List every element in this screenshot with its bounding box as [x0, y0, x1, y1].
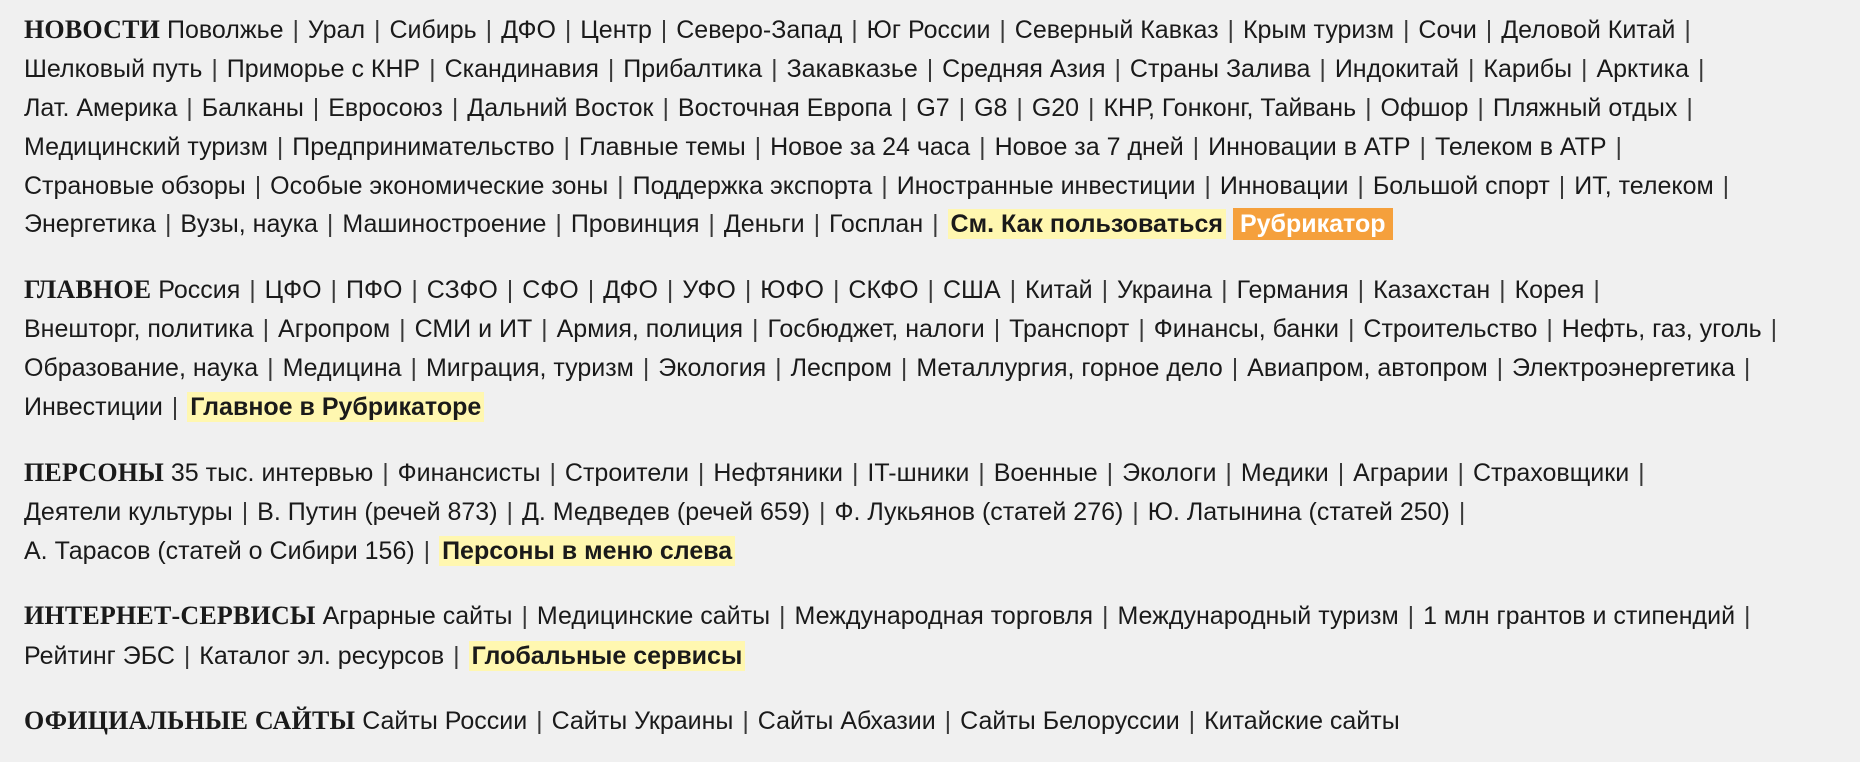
directory-link[interactable]: Германия: [1236, 276, 1349, 305]
directory-link[interactable]: Украина: [1117, 276, 1213, 305]
directory-link[interactable]: Приморье с КНР: [226, 55, 421, 84]
directory-link[interactable]: Металлургия, горное дело: [916, 354, 1223, 383]
directory-link[interactable]: Предпринимательство: [292, 132, 555, 161]
directory-link[interactable]: Ю. Латынина (статей 250): [1147, 497, 1450, 526]
directory-link[interactable]: Крым туризм: [1242, 16, 1395, 44]
directory-link[interactable]: ПФО: [345, 276, 403, 305]
directory-link[interactable]: См. Как пользоваться: [948, 209, 1227, 239]
directory-link[interactable]: Сайты Украины: [551, 707, 734, 736]
directory-link[interactable]: Восточная Европа: [677, 94, 892, 123]
directory-link[interactable]: Страны Залива: [1129, 55, 1311, 84]
link-separator: |: [772, 602, 793, 631]
directory-link[interactable]: Глобальные сервисы: [469, 641, 746, 671]
link-separator: |: [992, 16, 1013, 44]
directory-link[interactable]: Средняя Азия: [942, 55, 1106, 84]
directory-link[interactable]: Нефтяники: [713, 458, 844, 487]
link-separator: |: [514, 602, 535, 631]
directory-link[interactable]: Армия, полиция: [556, 315, 744, 344]
link-separator: |: [1330, 458, 1352, 487]
link-separator: |: [1631, 458, 1645, 487]
directory-link[interactable]: Корея: [1514, 276, 1585, 305]
directory-link[interactable]: Главное в Рубрикаторе: [187, 392, 484, 422]
link-separator: |: [893, 94, 915, 123]
directory-link[interactable]: Внешторг, политика: [24, 315, 254, 344]
section-block: [24, 453, 1836, 571]
link-separator: |: [285, 16, 306, 44]
link-separator: |: [1461, 55, 1482, 84]
link-separator: |: [392, 315, 413, 344]
link-separator: |: [499, 276, 521, 305]
link-separator: |: [1185, 132, 1207, 161]
link-separator: |: [1341, 315, 1362, 344]
directory-link[interactable]: Деловой Китай: [1501, 16, 1676, 44]
link-separator: |: [1489, 354, 1511, 383]
directory-link[interactable]: Закавказье: [786, 55, 918, 84]
directory-link[interactable]: Главные темы: [578, 132, 746, 161]
directory-link[interactable]: ИТ, телеком: [1574, 171, 1714, 200]
directory-link[interactable]: Поддержка экспорта: [632, 171, 873, 200]
link-separator: |: [1551, 171, 1573, 200]
directory-link[interactable]: Дальний Восток: [467, 94, 654, 123]
link-separator: |: [1197, 171, 1218, 200]
section-line: [24, 453, 1836, 571]
link-separator: |: [260, 354, 281, 383]
link-separator: |: [580, 276, 602, 305]
section-line: [24, 10, 1836, 244]
directory-link[interactable]: Сибирь: [389, 16, 477, 44]
link-separator: |: [1478, 16, 1500, 44]
directory-link[interactable]: СЗФО: [426, 276, 498, 305]
directory-link[interactable]: А. Тарасов (статей о Сибири 156): [24, 536, 415, 565]
directory-link[interactable]: Агропром: [278, 315, 391, 344]
link-separator: |: [1574, 55, 1595, 84]
directory-link[interactable]: Страновые обзоры: [24, 171, 246, 200]
link-separator: |: [806, 210, 828, 239]
directory-link[interactable]: G7: [916, 94, 950, 123]
link-separator: |: [951, 94, 973, 123]
link-separator: |: [1224, 354, 1246, 383]
directory-link[interactable]: Казахстан: [1373, 276, 1491, 305]
directory-link[interactable]: Нефть, газ, уголь: [1561, 315, 1762, 344]
directory-link[interactable]: Госплан: [829, 210, 924, 239]
link-separator: |: [701, 210, 722, 239]
directory-link[interactable]: Медицинские сайты: [536, 602, 771, 631]
link-separator: |: [255, 315, 277, 344]
directory-link[interactable]: Вузы, наука: [180, 210, 318, 239]
link-separator: |: [1312, 55, 1333, 84]
section-title: ПЕРСОНЫ: [24, 457, 164, 487]
link-separator: |: [826, 276, 847, 305]
directory-link[interactable]: ЮФО: [760, 276, 824, 305]
directory-link[interactable]: Экология: [658, 354, 767, 383]
directory-link[interactable]: Индокитай: [1334, 55, 1460, 84]
link-separator: |: [1009, 94, 1030, 123]
directory-link[interactable]: Особые экономические зоны: [270, 171, 609, 200]
link-separator: |: [556, 132, 577, 161]
directory-link[interactable]: Скандинавия: [444, 55, 599, 84]
link-separator: |: [1608, 132, 1623, 161]
link-separator: |: [635, 354, 657, 383]
link-separator: |: [1131, 315, 1152, 344]
directory-link[interactable]: Аграрии: [1353, 458, 1449, 487]
link-separator: |: [937, 707, 959, 736]
directory-link[interactable]: ДФО: [501, 16, 556, 44]
link-separator: |: [986, 315, 1008, 344]
directory-link[interactable]: Сочи: [1418, 16, 1477, 44]
link-separator: |: [1181, 707, 1203, 736]
link-separator: |: [971, 458, 992, 487]
link-separator: |: [1691, 55, 1705, 84]
link-separator: |: [655, 94, 676, 123]
directory-link[interactable]: Экологи: [1122, 458, 1217, 487]
link-separator: |: [690, 458, 712, 487]
directory-link[interactable]: Миграция, туризм: [425, 354, 634, 383]
link-separator: |: [179, 94, 200, 123]
directory-link[interactable]: Каталог эл. ресурсов: [199, 641, 445, 670]
directory-link[interactable]: Медицина: [282, 354, 402, 383]
directory-link[interactable]: Прибалтика: [623, 55, 763, 84]
link-separator: |: [478, 16, 500, 44]
link-separator: |: [764, 55, 785, 84]
link-separator: |: [404, 276, 425, 305]
directory-link[interactable]: Строительство: [1363, 315, 1538, 344]
link-separator: |: [234, 497, 256, 526]
link-separator: |: [747, 132, 769, 161]
link-separator: |: [269, 132, 291, 161]
link-separator: |: [1412, 132, 1433, 161]
directory-link[interactable]: G8: [974, 94, 1008, 123]
link-separator: |: [1470, 94, 1491, 123]
link-separator: |: [1218, 458, 1239, 487]
section-line: [24, 270, 1836, 427]
link-separator: |: [925, 210, 946, 239]
link-separator: |: [375, 458, 396, 487]
directory-link[interactable]: Урал: [307, 16, 366, 44]
directory-link[interactable]: Финансы, банки: [1153, 315, 1339, 344]
section-line: [24, 596, 1836, 675]
directory-link[interactable]: Д. Медведев (речей 659): [521, 497, 811, 526]
section-title: ИНТЕРНЕТ-СЕРВИСЫ: [24, 601, 316, 631]
link-separator: |: [158, 210, 179, 239]
directory-link[interactable]: Китай: [1025, 276, 1093, 305]
link-separator: |: [403, 354, 424, 383]
section-block: [24, 701, 1836, 741]
directory-link[interactable]: В. Путин (речей 873): [257, 497, 498, 526]
directory-link[interactable]: Телеком в АТР: [1435, 132, 1607, 161]
link-separator: |: [548, 210, 569, 239]
link-separator: |: [893, 354, 915, 383]
link-separator: |: [323, 276, 344, 305]
directory-link[interactable]: Деятели культуры: [24, 497, 233, 526]
link-separator: |: [1400, 602, 1422, 631]
directory-link[interactable]: Россия: [158, 276, 241, 305]
directory-link[interactable]: Большой спорт: [1372, 171, 1550, 200]
link-separator: |: [1737, 602, 1751, 631]
directory-link[interactable]: Госбюджет, налоги: [767, 315, 985, 344]
link-separator: |: [1350, 276, 1372, 305]
link-separator: |: [1677, 16, 1691, 44]
directory-link[interactable]: СКФО: [848, 276, 919, 305]
link-separator: |: [444, 94, 466, 123]
link-separator: |: [844, 16, 865, 44]
link-separator: |: [1350, 171, 1371, 200]
directory-link[interactable]: Новое за 7 дней: [994, 132, 1184, 161]
directory-link[interactable]: Инновации в АТР: [1208, 132, 1411, 161]
link-separator: |: [1125, 497, 1146, 526]
link-separator: |: [653, 16, 675, 44]
section-title: ОФИЦИАЛЬНЫЕ САЙТЫ: [24, 706, 356, 736]
directory-link[interactable]: Ф. Лукьянов (статей 276): [834, 497, 1124, 526]
link-separator: |: [1220, 16, 1241, 44]
directory-link[interactable]: ЦФО: [264, 276, 322, 305]
link-separator: |: [659, 276, 681, 305]
directory-link[interactable]: Пляжный отдых: [1492, 94, 1678, 123]
directory-link[interactable]: Офшор: [1380, 94, 1469, 123]
directory-link[interactable]: Образование, наука: [24, 354, 259, 383]
link-separator: |: [1107, 55, 1128, 84]
link-separator: |: [557, 16, 579, 44]
directory-link[interactable]: Рейтинг ЭБС: [24, 641, 175, 670]
directory-link[interactable]: Аграрные сайты: [322, 602, 513, 631]
link-separator: |: [416, 536, 438, 565]
directory-link[interactable]: Электроэнергетика: [1512, 354, 1735, 383]
link-separator: |: [164, 392, 186, 421]
directory-link[interactable]: Деньги: [723, 210, 805, 239]
directory-link[interactable]: Персоны в меню слева: [439, 536, 735, 566]
directory-link[interactable]: Международный туризм: [1117, 602, 1399, 631]
link-separator: |: [1081, 94, 1102, 123]
link-separator: |: [1095, 602, 1116, 631]
link-separator: |: [1099, 458, 1121, 487]
section-title: НОВОСТИ: [24, 15, 161, 44]
directory-link[interactable]: Транспорт: [1009, 315, 1130, 344]
directory-link[interactable]: Сайты Абхазии: [757, 707, 936, 736]
directory-link[interactable]: Машиностроение: [342, 210, 547, 239]
directory-link[interactable]: Карибы: [1483, 55, 1573, 84]
directory-link[interactable]: Балканы: [201, 94, 304, 123]
directory-link[interactable]: Рубрикатор: [1233, 208, 1393, 240]
directory-link[interactable]: Инновации: [1219, 171, 1349, 200]
directory-link[interactable]: ДФО: [603, 276, 658, 305]
directory-link[interactable]: Евросоюз: [328, 94, 443, 123]
directory-link[interactable]: Строители: [564, 458, 689, 487]
link-separator: |: [1763, 315, 1778, 344]
section-title: ГЛАВНОЕ: [24, 275, 152, 305]
directory-link[interactable]: IT-шники: [867, 458, 970, 487]
directory-link[interactable]: Провинция: [570, 210, 700, 239]
directory-link[interactable]: Авиапром, автопром: [1247, 354, 1488, 383]
link-separator: |: [610, 171, 631, 200]
directory-link[interactable]: Леспром: [790, 354, 892, 383]
link-separator: |: [1492, 276, 1513, 305]
directory-link[interactable]: 1 млн грантов и стипендий: [1423, 602, 1736, 631]
link-separator: |: [919, 55, 941, 84]
directory-link[interactable]: Сайты России: [362, 707, 528, 736]
link-separator: |: [319, 210, 341, 239]
directory-link[interactable]: Финансисты: [397, 458, 541, 487]
directory-link[interactable]: Инвестиции: [24, 392, 163, 421]
directory-link[interactable]: Медицинский туризм: [24, 132, 268, 161]
directory-link[interactable]: УФО: [682, 276, 736, 305]
link-separator: |: [1736, 354, 1751, 383]
directory-link[interactable]: Северный Кавказ: [1014, 16, 1219, 44]
link-separator: |: [745, 315, 766, 344]
directory-link[interactable]: Энергетика: [24, 210, 157, 239]
directory-link[interactable]: США: [943, 276, 1001, 305]
link-separator: |: [247, 171, 269, 200]
link-separator: |: [542, 458, 563, 487]
link-separator: |: [920, 276, 941, 305]
directory-link[interactable]: Арктика: [1596, 55, 1690, 84]
link-separator: |: [1715, 171, 1730, 200]
directory-link[interactable]: Центр: [580, 16, 652, 44]
link-separator: |: [972, 132, 993, 161]
section-block: [24, 596, 1836, 675]
link-separator: |: [600, 55, 622, 84]
link-separator: |: [1094, 276, 1116, 305]
directory-link[interactable]: Китайские сайты: [1204, 707, 1400, 736]
section-block: [24, 270, 1836, 427]
link-separator: |: [305, 94, 327, 123]
directory-link[interactable]: Страховщики: [1473, 458, 1630, 487]
directory-link[interactable]: СФО: [522, 276, 579, 305]
link-separator: |: [1586, 276, 1600, 305]
directory-link[interactable]: Военные: [993, 458, 1098, 487]
directory-link[interactable]: Лат. Америка: [24, 94, 178, 123]
link-separator: |: [499, 497, 520, 526]
section-line: [24, 701, 1836, 741]
link-separator: |: [422, 55, 443, 84]
link-separator: |: [446, 641, 467, 670]
link-separator: |: [768, 354, 789, 383]
directory-link[interactable]: 35 тыс. интервью: [170, 458, 374, 487]
link-separator: |: [812, 497, 833, 526]
directory-link[interactable]: Северо-Запад: [676, 16, 843, 44]
link-separator: |: [529, 707, 550, 736]
directory-link[interactable]: СМИ и ИТ: [414, 315, 533, 344]
directory-link[interactable]: Сайты Белоруссии: [960, 707, 1180, 736]
directory-link[interactable]: Шелковый путь: [24, 55, 203, 84]
link-separator: |: [737, 276, 759, 305]
link-separator: |: [735, 707, 756, 736]
link-separator: |: [1002, 276, 1024, 305]
section-block: [24, 10, 1836, 244]
link-separator: |: [1679, 94, 1693, 123]
directory-link[interactable]: Поволжье: [167, 16, 284, 44]
link-separator: |: [1451, 497, 1466, 526]
link-separator: |: [1539, 315, 1560, 344]
link-separator: |: [1358, 94, 1379, 123]
link-separator: |: [1396, 16, 1417, 44]
link-separator: |: [176, 641, 198, 670]
directory-link[interactable]: КНР, Гонконг, Тайвань: [1103, 94, 1357, 123]
link-separator: |: [204, 55, 225, 84]
link-separator: |: [874, 171, 895, 200]
link-separator: |: [534, 315, 555, 344]
link-separator: |: [242, 276, 263, 305]
directory-link[interactable]: Иностранные инвестиции: [896, 171, 1196, 200]
directory-link[interactable]: Международная торговля: [794, 602, 1094, 631]
link-separator: |: [845, 458, 866, 487]
directory-link[interactable]: G20: [1031, 94, 1080, 123]
link-separator: |: [1450, 458, 1471, 487]
sections-container: [24, 10, 1836, 742]
link-separator: |: [367, 16, 388, 44]
directory-link[interactable]: Новое за 24 часа: [770, 132, 971, 161]
link-separator: |: [1214, 276, 1235, 305]
directory-link[interactable]: Юг России: [866, 16, 991, 44]
directory-link[interactable]: Медики: [1240, 458, 1329, 487]
